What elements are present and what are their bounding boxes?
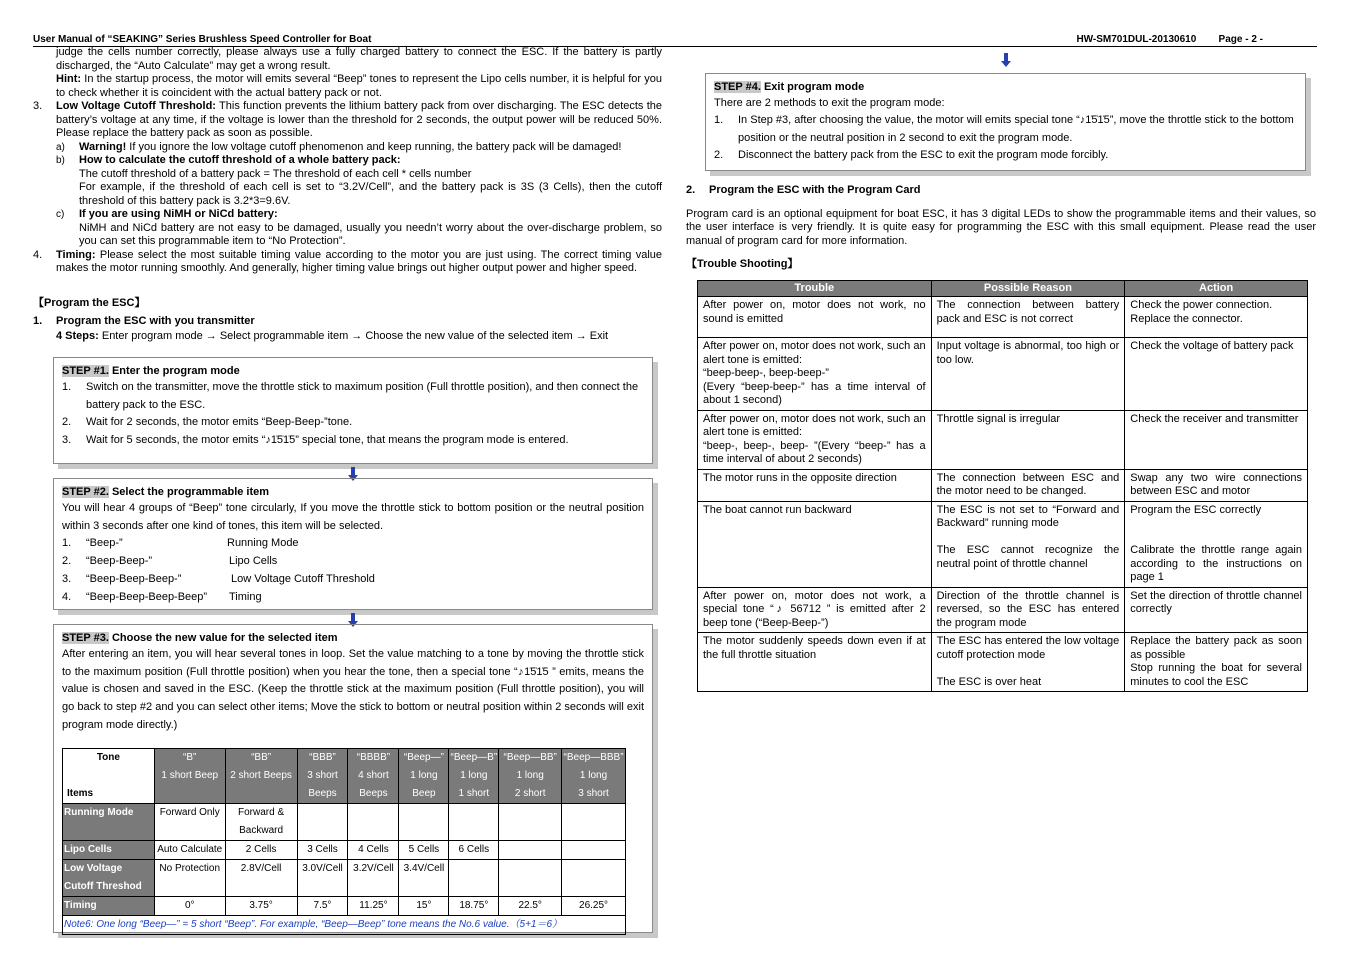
table-row [698, 587, 1308, 633]
table-cell: 0° [154, 896, 225, 915]
trouble-cell: The boat cannot run backward [698, 501, 932, 587]
item-number: 1. [714, 114, 724, 126]
row-title: Low Voltage [64, 862, 123, 874]
item-name: Running Mode [227, 537, 299, 550]
page-number: Page - 2 - [1218, 34, 1263, 45]
table-cell [562, 859, 626, 896]
subsection-transmitter [33, 315, 662, 329]
item-text: Please select the most suitable timing value according to the motor you are just using. The correct timing value makes the motor running smoothly. And generally, higher timing value brings out higher output power and higher speed. [56, 248, 662, 274]
trouble-table [697, 280, 1308, 693]
column-header: Action [1125, 280, 1308, 297]
tone-note-row [63, 915, 626, 934]
row-title: Cutoff Threshod [64, 880, 142, 892]
hint-label: Hint: [56, 73, 82, 85]
tone-desc: 2 short Beeps [230, 769, 292, 781]
table-cell: 3 Cells [297, 840, 348, 859]
table-row [698, 297, 1308, 338]
table-cell: 6 Cells [449, 840, 499, 859]
table-cell: 3.75° [225, 896, 297, 915]
table-cell: 18.75° [449, 896, 499, 915]
action-cell: Check the receiver and transmitter [1125, 410, 1308, 469]
step-label: STEP #3. [62, 632, 109, 644]
item-timing [33, 249, 662, 276]
subitem-letter: b) [56, 155, 65, 166]
column-header: Trouble [698, 280, 932, 297]
table-cell [562, 803, 626, 840]
steps-summary [33, 330, 662, 344]
tone-column-header [499, 748, 562, 803]
tone-desc: 2 short [514, 787, 546, 799]
tone-desc: Beeps [308, 787, 337, 799]
table-row [698, 338, 1308, 411]
subitem-line: The cutoff threshold of a battery pack = The threshold of each cell * cells number [79, 167, 472, 180]
table-cell: 3.4V/Cell [399, 859, 449, 896]
subitem-text: If you ignore the low voltage cutoff phenomenon and keep running, the battery pack will be damaged! [126, 140, 622, 153]
tone-name: “Beep—” [403, 751, 444, 763]
column-header: Possible Reason [931, 280, 1125, 297]
item-text: This function prevents the lithium battery pack from over discharging. The ESC detects the battery’s voltage at any time, if the voltage is lower than the threshold for 2 seconds, the output power will be reduced 50%. Please replace the battery pack as soon as possible. [56, 100, 663, 139]
step1-item [62, 379, 644, 414]
table-cell: Auto Calculate [154, 840, 225, 859]
table-cell [225, 803, 297, 840]
table-cell: 26.25° [562, 896, 626, 915]
item-title: Low Voltage Cutoff Threshold: [56, 100, 216, 112]
subitem-title: Warning! [79, 140, 127, 153]
table-cell: 15° [399, 896, 449, 915]
item-number: 1. [62, 537, 72, 550]
tone-column-header [225, 748, 297, 803]
row-header [63, 803, 155, 840]
subitem-title: If you are using NiMH or NiCd battery: [79, 208, 278, 220]
tone-column-header [399, 748, 449, 803]
tone-name: “Beep—BBB” [563, 751, 624, 763]
tone-row-lipo-cells [63, 840, 626, 859]
item-low-voltage-cutoff [33, 100, 662, 141]
step3-text: After entering an item, you will hear several tones in loop. Set the value matching to a tone by moving the throttle stick to the maximum position (Full throttle position) when you hear the tone, then a special tone “♪1̇5̇1̇5 ” emits, means the value is chosen and saved in the ESC. (Keep the throttle stick at the maximum position (Full throttle position), you will go back to step #2 and you can select other items; Move the stick to bottom or neutral position within 2 seconds will exit program mode directly.) [62, 648, 644, 731]
subsection-program-card [686, 184, 1316, 198]
right-column [686, 73, 1316, 692]
action-cell: Check the power connection. Replace the connector. [1125, 297, 1308, 338]
tone-row-running-mode [63, 803, 626, 840]
item-number: 3. [33, 100, 43, 112]
item-name: Timing [229, 590, 262, 603]
hint-text: In the startup process, the motor will emits several “Beep” tones to represent the Lipo cells number, it is helpful for you to check whether it is coincident with the actual battery pack or not. [56, 73, 662, 99]
section-heading-program: 【Program the ESC】 [33, 296, 146, 309]
item-number: 2. [62, 555, 72, 568]
intro-paragraph: judge the cells number correctly, please always use a fully charged battery to connect the ESC. If the battery is partly discharged, the “Auto Calculate” may get a wrong result. [56, 46, 662, 72]
step1-title [62, 364, 644, 379]
tone-desc: 1 long [460, 769, 488, 781]
item-tone: “Beep-Beep-Beep-Beep” [86, 590, 208, 603]
row-title: Running Mode [64, 806, 134, 818]
step-label: STEP #1. [62, 365, 109, 377]
table-cell [499, 803, 562, 840]
tone-column-header [449, 748, 499, 803]
tone-name: “BBB” [309, 751, 336, 763]
item-number: 2. [714, 149, 724, 162]
trouble-cell: The motor runs in the opposite direction [698, 469, 932, 501]
step4-box [705, 73, 1306, 171]
trouble-cell: After power on, motor does not work, such an alert tone is emitted: “beep-, beep-, beep- ”(Every “beep-” has a time interval of about 2 seconds) [698, 410, 932, 469]
item-number: 1. [62, 381, 72, 393]
item-number: 2. [62, 416, 72, 429]
table-cell [499, 840, 562, 859]
step2-title [62, 485, 644, 500]
item-name: Lipo Cells [229, 555, 278, 568]
doc-id: HW-SM701DUL-20130610 [1076, 34, 1197, 45]
tone-name: “BB” [251, 751, 272, 763]
tone-table-note: Note6: One long “Beep—” = 5 short “Beep”. For example, “Beep—Beep” tone means the No.6 value.（5+1＝6） [63, 915, 626, 934]
cell-value: Backward [239, 824, 284, 836]
steps-text: Enter program mode → Select programmable item → Choose the new value of the selected item → Exit [98, 329, 609, 342]
tone-desc: 1 long [516, 769, 544, 781]
step2-item [62, 589, 644, 607]
tone-desc: Beep [412, 787, 436, 799]
item-text: Switch on the transmitter, move the throttle stick to maximum position (Full throttle position), and then connect the battery pack to the ESC. [86, 381, 639, 411]
step-label: STEP #4. [714, 81, 761, 93]
steps-label: 4 Steps: [56, 329, 99, 342]
left-column [33, 46, 662, 933]
trouble-cell: After power on, motor does not work, no sound is emitted [698, 297, 932, 338]
table-cell [399, 803, 449, 840]
subitem-text: NiMH and NiCd battery are not easy to be damaged, usually you needn’t worry about the over-discharge problem, so you can set this programmable item to “No Protection”. [79, 221, 662, 247]
step1-item [62, 432, 644, 450]
tone-name: “BBBB” [356, 751, 391, 763]
subitem-line: For example, if the threshold of each cell is set to “3.2V/Cell”, and the battery pack is 3S (3 Cells), then the cutoff threshold of this battery pack is 3.2*3=9.6V. [79, 181, 662, 207]
step2-item [62, 571, 644, 589]
cell-value: Forward & [238, 806, 285, 818]
corner-tone-label: Tone [96, 751, 120, 763]
section-heading-trouble: 【Trouble Shooting】 [686, 258, 799, 270]
action-cell: Set the direction of throttle channel correctly [1125, 587, 1308, 633]
step4-title [714, 80, 1297, 95]
action-cell: Swap any two wire connections between ESC and motor [1125, 469, 1308, 501]
table-row [698, 633, 1308, 692]
item-tone: “Beep-Beep-Beep-” [86, 572, 182, 585]
table-cell [449, 859, 499, 896]
reason-cell: The connection between battery pack and ESC is not correct [931, 297, 1125, 338]
tone-desc: 3 short [307, 769, 338, 781]
tone-name: “B” [183, 751, 197, 763]
subitem-letter: a) [56, 141, 65, 153]
item-text: In Step #3, after choosing the value, the motor will emits special tone “♪1̇5̇1̇5”, move the throttle stick to the bottom position or the neutral position in 2 second to exit the program mode. [738, 114, 1294, 144]
subitem-warning [33, 141, 662, 155]
trouble-cell: After power on, motor does not work, such an alert tone is emitted: “beep-beep-, beep-beep-” (Every “beep-beep-” has a time interval of about 1 second) [698, 338, 932, 411]
tone-desc: 1 short Beep [161, 769, 219, 781]
manual-title: User Manual of “SEAKING” Series Brushless Speed Controller for Boat [33, 34, 372, 45]
item-text: Disconnect the battery pack from the ESC to exit the program mode forcibly. [738, 149, 1109, 162]
cell-value: Forward Only [159, 806, 220, 818]
table-cell: 4 Cells [348, 840, 399, 859]
item-number: 3. [62, 572, 72, 585]
program-card-text: Program card is an optional equipment for boat ESC, it has 3 digital LEDs to show the programmable items and their values, so the user interface is very friendly. It is quite easy for programming the ESC with this small equipment. Please read the user manual of program card for more information. [686, 207, 1316, 247]
table-cell: 2.8V/Cell [225, 859, 297, 896]
step-title-text: Choose the new value for the selected item [108, 632, 338, 644]
table-cell [154, 803, 225, 840]
step1-box [53, 357, 653, 464]
reason-cell: The ESC has entered the low voltage cutoff protection mode The ESC is over heat [931, 633, 1125, 692]
table-cell: 3.0V/Cell [297, 859, 348, 896]
reason-cell: Throttle signal is irregular [931, 410, 1125, 469]
reason-cell: Direction of the throttle channel is reversed, so the ESC has entered the program mode [931, 587, 1125, 633]
tone-desc: 1 long [410, 769, 438, 781]
tone-column-header [154, 748, 225, 803]
trouble-header-row [698, 280, 1308, 297]
step-title-text: Select the programmable item [108, 486, 270, 498]
item-text: Wait for 2 seconds, the motor emits “Beep-Beep-”tone. [86, 416, 353, 429]
step-label: STEP #2. [62, 486, 109, 498]
table-cell [499, 859, 562, 896]
step4-item [714, 112, 1297, 147]
table-cell [297, 803, 348, 840]
item-number: 3. [62, 434, 72, 447]
down-arrow-icon [1002, 53, 1010, 67]
subitem-calc-threshold [33, 154, 662, 208]
row-header: Lipo Cells [63, 840, 155, 859]
table-cell [562, 840, 626, 859]
action-cell: Replace the battery pack as soon as possible Stop running the boat for several minutes to cool the ESC [1125, 633, 1308, 692]
tone-desc [226, 785, 297, 803]
row-header: Timing [63, 896, 155, 915]
tone-corner-cell [63, 748, 155, 803]
tone-column-header [348, 748, 399, 803]
reason-cell: The connection between ESC and the motor need to be changed. [931, 469, 1125, 501]
item-number: 4. [33, 248, 43, 261]
tone-desc: Beeps [359, 787, 388, 799]
step2-item [62, 535, 644, 553]
table-cell: 22.5° [499, 896, 562, 915]
step3-box [53, 624, 653, 933]
item-title: Timing: [56, 248, 96, 261]
step3-title [62, 631, 644, 646]
subitem-title: How to calculate the cutoff threshold of a whole battery pack: [79, 154, 401, 166]
item-text: Wait for 5 seconds, the motor emits “♪1̇5̇1̇5” special tone, that means the program mode is entered. [86, 434, 569, 447]
row-header [63, 859, 155, 896]
table-cell: No Protection [154, 859, 225, 896]
subsection-number: 1. [33, 315, 43, 327]
item-tone: “Beep-Beep-” [86, 555, 153, 568]
table-cell [449, 803, 499, 840]
table-cell: 2 Cells [225, 840, 297, 859]
reason-cell: The ESC is not set to “Forward and Backward” running mode The ESC cannot recognize the neutral point of throttle channel [931, 501, 1125, 587]
table-row [698, 469, 1308, 501]
action-cell: Program the ESC correctly Calibrate the throttle range again according to the instructions on page 1 [1125, 501, 1308, 587]
tone-desc: 4 short [358, 769, 389, 781]
tone-desc [155, 785, 225, 803]
tone-name: “Beep—BB” [503, 751, 557, 763]
subitem-nimh [33, 208, 662, 249]
step2-box [53, 478, 653, 610]
step1-item [62, 414, 644, 432]
step-title-text: Exit program mode [760, 81, 865, 93]
step4-item [714, 147, 1297, 165]
tone-header-row [63, 748, 626, 803]
step-title-text: Enter the program mode [108, 365, 240, 377]
tone-row-timing [63, 896, 626, 915]
item-name: Low Voltage Cutoff Threshold [231, 572, 375, 585]
tone-column-header [562, 748, 626, 803]
table-cell: 5 Cells [399, 840, 449, 859]
tone-row-low-voltage [63, 859, 626, 896]
subsection-title: Program the ESC with the Program Card [709, 184, 921, 196]
reason-cell: Input voltage is abnormal, too high or too low. [931, 338, 1125, 411]
tone-desc: 1 long [579, 769, 608, 781]
action-cell: Check the voltage of battery pack [1125, 338, 1308, 411]
table-cell: 3.2V/Cell [348, 859, 399, 896]
table-row [698, 410, 1308, 469]
tone-column-header [297, 748, 348, 803]
subsection-title: Program the ESC with you transmitter [56, 315, 255, 327]
tone-desc: 3 short [578, 787, 609, 799]
table-cell: 7.5° [297, 896, 348, 915]
trouble-cell: The motor suddenly speeds down even if at the full throttle situation [698, 633, 932, 692]
step4-text: There are 2 methods to exit the program mode: [714, 97, 945, 109]
table-cell [348, 803, 399, 840]
subsection-number: 2. [686, 184, 696, 196]
item-tone: “Beep-” [86, 537, 123, 550]
page-header [33, 33, 1317, 47]
subitem-letter: c) [56, 209, 65, 220]
tone-name: “Beep—B” [450, 751, 498, 763]
hint-paragraph [33, 73, 662, 100]
tone-desc: 1 short [458, 787, 490, 799]
step2-text: You will hear 4 groups of “Beep” tone circularly, If you move the throttle stick to bottom position or the neutral position within 3 seconds after one kind of tones, this item will be selected. [62, 502, 644, 532]
trouble-cell: After power on, motor does not work, a special tone “♪ 56712 ” is emitted after 2 beep tone (“Beep-Beep-”) [698, 587, 932, 633]
item-number: 4. [62, 590, 72, 603]
tone-table [62, 748, 626, 935]
table-cell: 11.25° [348, 896, 399, 915]
doc-id-and-page [1076, 33, 1263, 47]
table-row [698, 501, 1308, 587]
corner-items-label: Items [67, 787, 94, 799]
step2-item [62, 553, 644, 571]
